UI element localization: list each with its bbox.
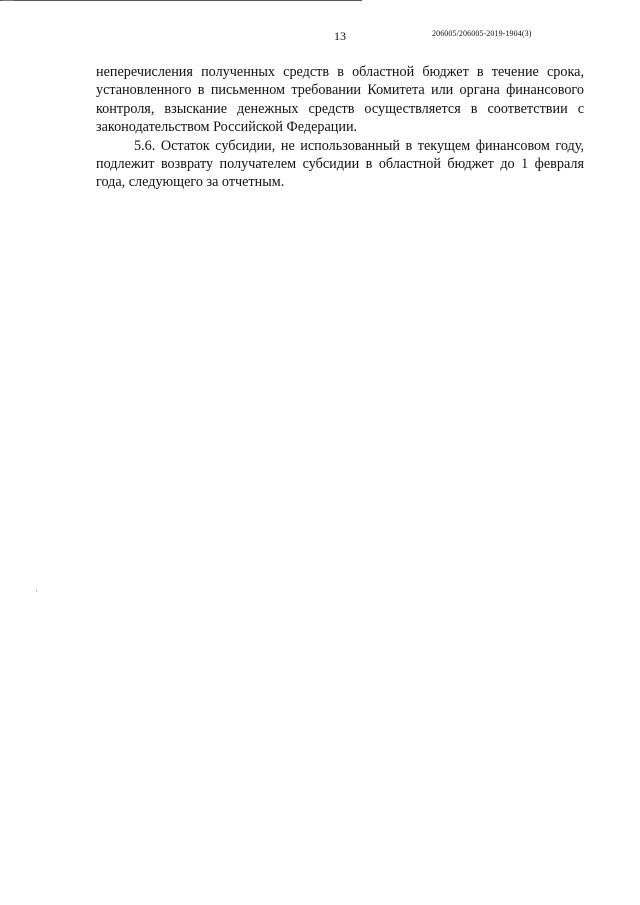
paragraph-continuation: неперечисления полученных средств в областной бюджет в течение срока, установленного в письменном требовании Комитета или органа финансового контроля, взыскание денежных средств осуществляется в соответствии с законодательством Российской Федерации.	[96, 64, 584, 136]
scan-edge-mark	[2, 0, 14, 4]
scan-speck	[36, 590, 37, 592]
document-code: 206005/206005-2019-1904(3)	[432, 29, 532, 38]
scan-edge-line	[0, 0, 362, 1]
document-body	[96, 63, 584, 192]
page-number: 13	[334, 29, 346, 43]
paragraph-5-6: 5.6. Остаток субсидии, не использованный в текущем финансовом году, подлежит возврату получателем субсидии в областной бюджет до 1 февраля года, следующего за отчетным.	[96, 137, 584, 191]
